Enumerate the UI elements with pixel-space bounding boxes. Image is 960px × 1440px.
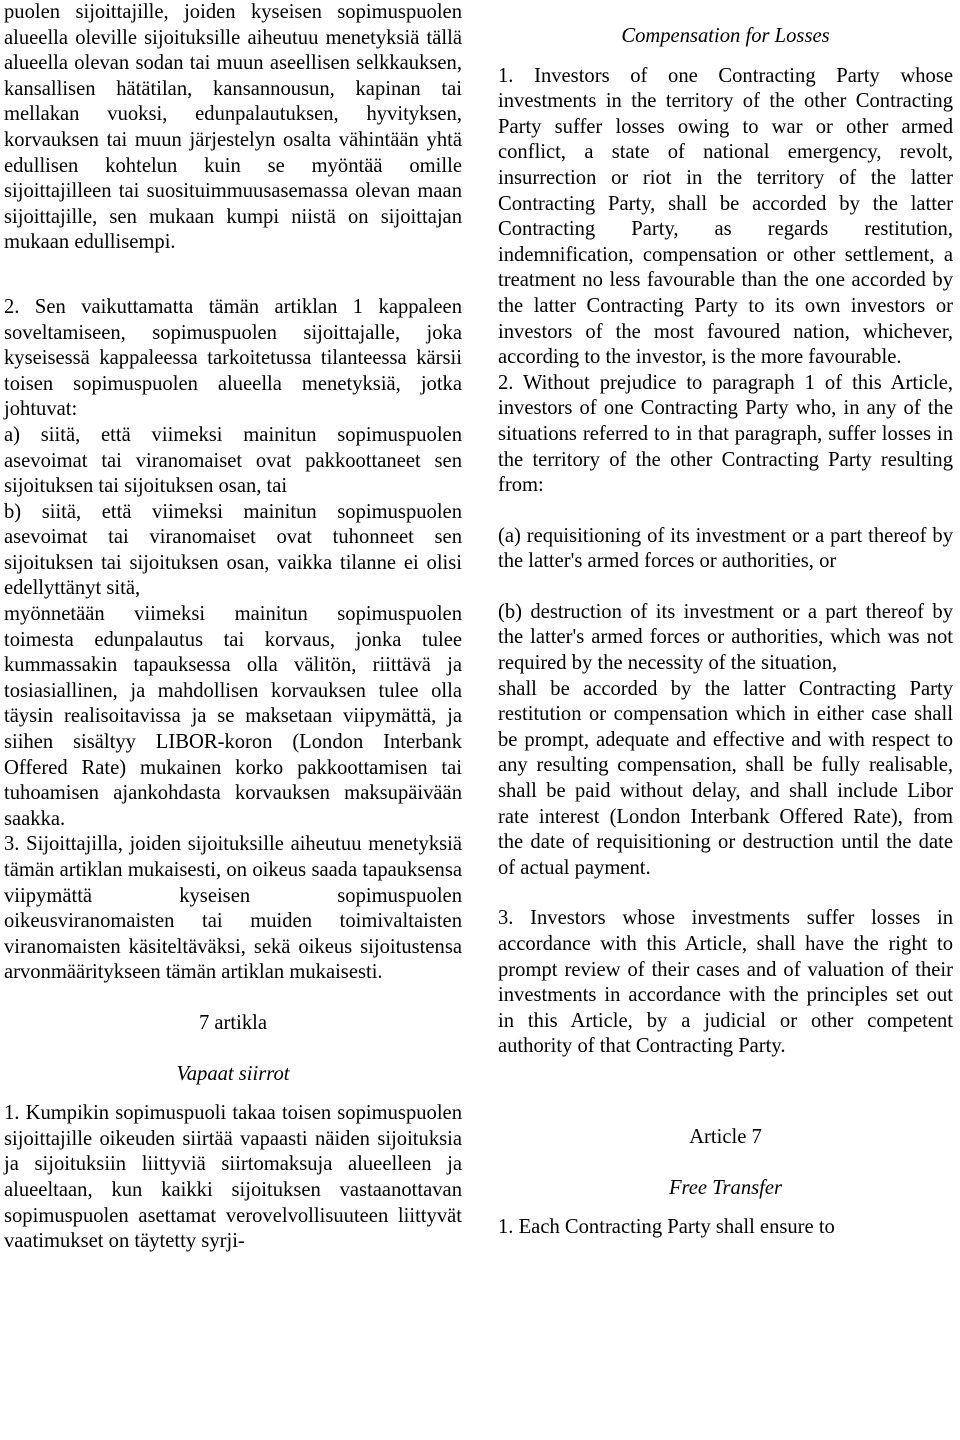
en-paragraph-2c: shall be accorded by the latter Contracting Party restitution or compensation which in either case shall be prompt, adequate and effective and with respect to any resulting compensation, shall be fully realisable, shall be paid without delay, and shall include Libor rate interest (London Interbank Offered Rate), from the date of requisitioning or destruction until the date of actual payment. [498, 677, 953, 879]
en-article7-paragraph-1: 1. Each Contracting Party shall ensure to [498, 1216, 835, 1239]
fi-paragraph-2c: myönnetään viimeksi mainitun sopimuspuolen toimesta edunpalautus tai korvaus, jonka tulee kummassakin tapauksessa olla välitön, riittävä ja tosiasiallinen, ja mahdollisen korvauksen tulee olla täysin realisoitavissa ja se maksetaan viipymättä, ja siihen sisältyy LIBOR-koron (London Interbank Offered Rate) mukainen korko pakkoottamisen tai tuhoamisen ajankohdasta korvauksen maksupäivään saakka. [4, 603, 462, 830]
fi-article-subtitle: Vapaat siirrot [176, 1062, 290, 1085]
english-column [498, 0, 953, 1241]
en-paragraph-3: 3. Investors whose investments suffer losses in accordance with this Article, shall have the right to prompt review of their cases and of valuation of their investments in accordance with the principles set out in this Article, by a judicial or other competent authority of that Contracting Party. [498, 907, 953, 1058]
fi-paragraph-3: 3. Sijoittajilla, joiden sijoituksille aiheutuu menetyksiä tämän artiklan mukaisesti, on oikeus saada tapauksensa viipymättä kyseisen sopimuspuolen oikeusviranomaisten tai muiden toimivaltaisten viranomaisten käsiteltäväksi, sekä oikeus sijoitustensa arvonmääritykseen tämän artiklan mukaisesti. [4, 833, 462, 984]
fi-article7-paragraph-1: 1. Kumpikin sopimuspuoli takaa toisen sopimuspuolen sijoittajille oikeuden siirtää vapaasti näiden sijoituksia ja sijoituksiin liittyviä siirtomaksuja alueelleen ja alueeltaan, kun kaikki sijoituksen vastaanottavan sopimuspuolen asettamat verovelvollisuuteen liittyvät vaatimukset on täytetty syrji- [4, 1102, 462, 1253]
en-article-subtitle: Free Transfer [668, 1176, 783, 1199]
fi-paragraph-2a: a) siitä, että viimeksi mainitun sopimuspuolen asevoimat tai viranomaiset ovat pakkoottaneet sen sijoituksen tai sijoituksen osan, tai [4, 423, 462, 498]
fi-article-title: 7 artikla [198, 1011, 268, 1034]
fi-paragraph-2b: b) siitä, että viimeksi mainitun sopimuspuolen asevoimat tai viranomaiset ovat tuhonneet sen sijoituksen tai sijoituksen osan, vaikka tilanne ei olisi edellyttänyt sitä, [4, 500, 462, 600]
en-section-heading: Compensation for Losses [621, 25, 830, 47]
en-paragraph-2: 2. Without prejudice to paragraph 1 of this Article, investors of one Contracting Party who, in any of the situations referred to in that paragraph, suffer losses in the territory of the other Contracting Party resulting from: [498, 371, 953, 497]
fi-intro-paragraph: puolen sijoittajille, joiden kyseisen sopimuspuolen alueella oleville sijoituksille aiheutuu menetyksiä tällä alueella olevan sodan tai muun aseellisen selkkauksen, kansallisen hätätilan, kansannousun, kapinan tai mellakan vuoksi, edunpalautuksen, hyvityksen, korvauksen tai muun järjestelyn osalta vähintään yhtä edullisen kohtelun kuin se myöntää omille sijoittajilleen tai suosituimmuusasemassa olevan maan sijoittajille, sen mukaan kumpi niistä on sijoittajan mukaan edullisempi. [4, 1, 462, 254]
fi-paragraph-2: 2. Sen vaikuttamatta tämän artiklan 1 kappaleen soveltamiseen, sopimuspuolen sijoittajalle, joka kyseisessä kappaleessa tarkoitetussa tilanteessa kärsii toisen sopimuspuolen alueella menetyksiä, jotka johtuvat: [4, 295, 462, 421]
en-paragraph-2a: (a) requisitioning of its investment or a part thereof by the latter's armed forces or authorities, or [498, 524, 953, 573]
en-paragraph-1: 1. Investors of one Contracting Party whose investments in the territory of the other Contracting Party suffer losses owing to war or other armed conflict, a state of national emergency, revolt, insurrection or riot in the territory of the latter Contracting Party, shall be accorded by the latter Contracting Party, as regards restitution, indemnification, compensation or other settlement, a treatment no less favourable than the one accorded by the latter Contracting Party to its own investors or investors of the most favoured nation, whichever, according to the investor, is the more favourable. [498, 64, 953, 369]
en-paragraph-2b: (b) destruction of its investment or a part thereof by the latter's armed forces or authorities, which was not required by the necessity of the situation, [498, 600, 953, 675]
finnish-column [4, 0, 462, 1255]
en-article-title: Article 7 [689, 1125, 762, 1148]
